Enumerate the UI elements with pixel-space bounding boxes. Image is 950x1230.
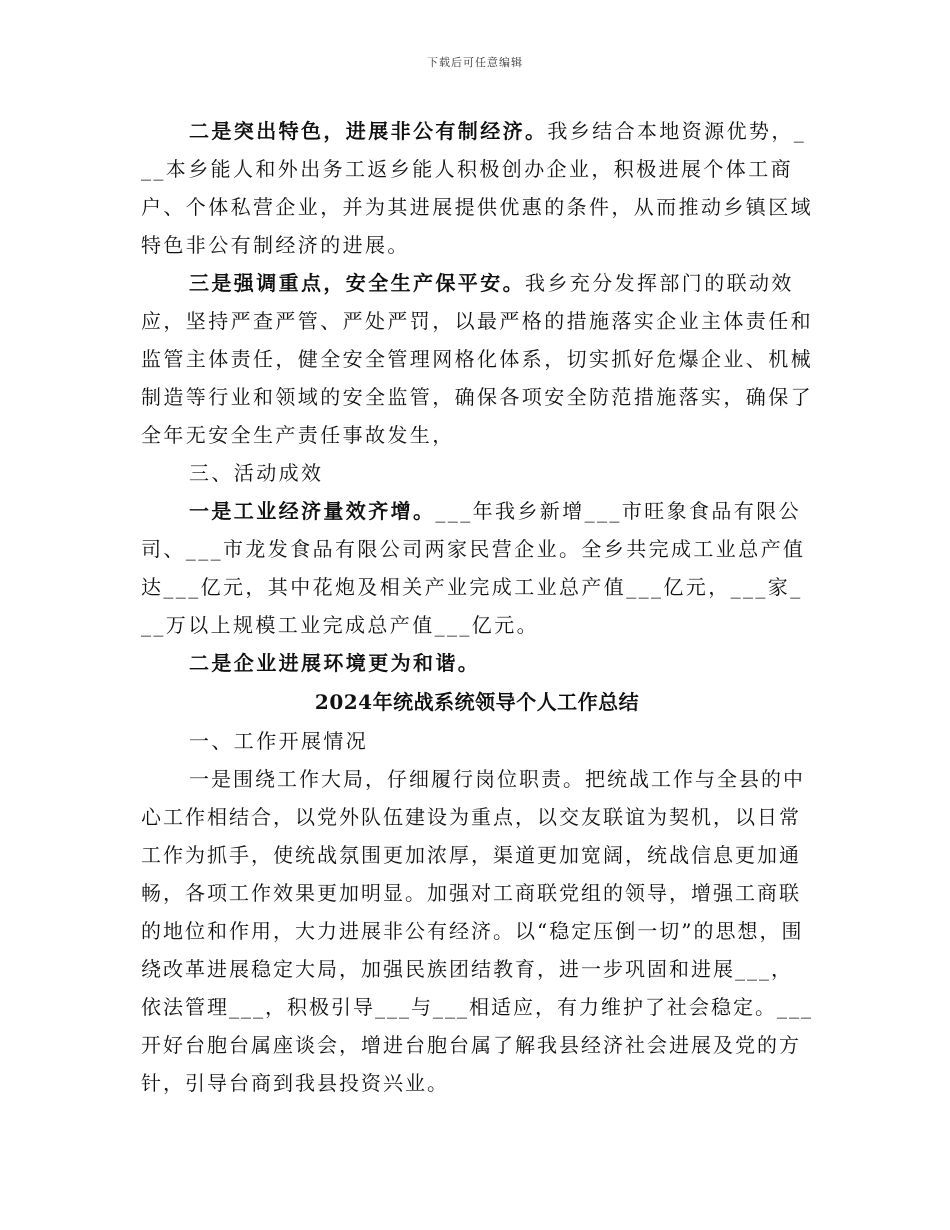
paragraph-industrial	[141, 492, 813, 644]
document-body	[141, 112, 813, 1102]
section-heading-work: 一、工作开展情况	[189, 729, 369, 753]
paragraph-lead: 三是强调重点，安全生产保平安。	[189, 271, 525, 295]
paragraph-lead: 二是突出特色，进展非公有制经济。	[189, 119, 548, 143]
paragraph-nonpublic-economy	[141, 112, 813, 264]
paragraph-work-summary: 一是围绕工作大局，仔细履行岗位职责。把统战工作与全县的中心工作相结合，以党外队伍建设为重点，以交友联谊为契机，以日常工作为抓手，使统战氛围更加浓厚，渠道更加宽阔，统战信息更加通畅，各项工作效果更加明显。加强对工商联党组的领导，增强工商联的地位和作用，大力进展非公有经济。以“稳定压倒一切”的思想，围绕改革进展稳定大局，加强民族团结教育，进一步巩固和进展___，依法管理___，积极引导___与___相适应，有力维护了社会稳定。___开好台胞台属座谈会，增进台胞台属了解我县经济社会进展及党的方针，引导台商到我县投资兴业。	[141, 767, 813, 1095]
page-header: 下载后可任意编辑	[427, 56, 523, 69]
paragraph-environment	[141, 644, 813, 682]
paragraph-text: 我乡结合本地资源优势，___本乡能人和外出务工返乡能人积极创办企业，积极进展个体工商户、个体私营企业，并为其进展提供优惠的条件，从而推动乡镇区域特色非公有制经济的进展。	[141, 119, 813, 257]
paragraph-lead: 一是工业经济量效齐增。	[189, 499, 436, 523]
paragraph-text: 我乡充分发挥部门的联动效应，坚持严查严管、严处严罚，以最严格的措施落实企业主体责任和监管主体责任，健全安全管理网格化体系，切实抓好危爆企业、机械制造等行业和领域的安全监管，确保各项安全防范措施落实，确保了全年无安全生产责任事故发生，	[141, 271, 813, 447]
paragraph-text: ___年我乡新增___市旺象食品有限公司、___市龙发食品有限公司两家民营企业。全乡共完成工业总产值达___亿元，其中花炮及相关产业完成工业总产值___亿元，___家___万以上规模工业完成总产值___亿元。	[141, 499, 806, 637]
paragraph-safety	[141, 264, 813, 454]
paragraph-lead: 二是企业进展环境更为和谐。	[189, 651, 481, 675]
document-title: 2024年统战系统领导个人工作总结	[314, 690, 640, 714]
section-heading-results: 三、活动成效	[189, 461, 324, 485]
